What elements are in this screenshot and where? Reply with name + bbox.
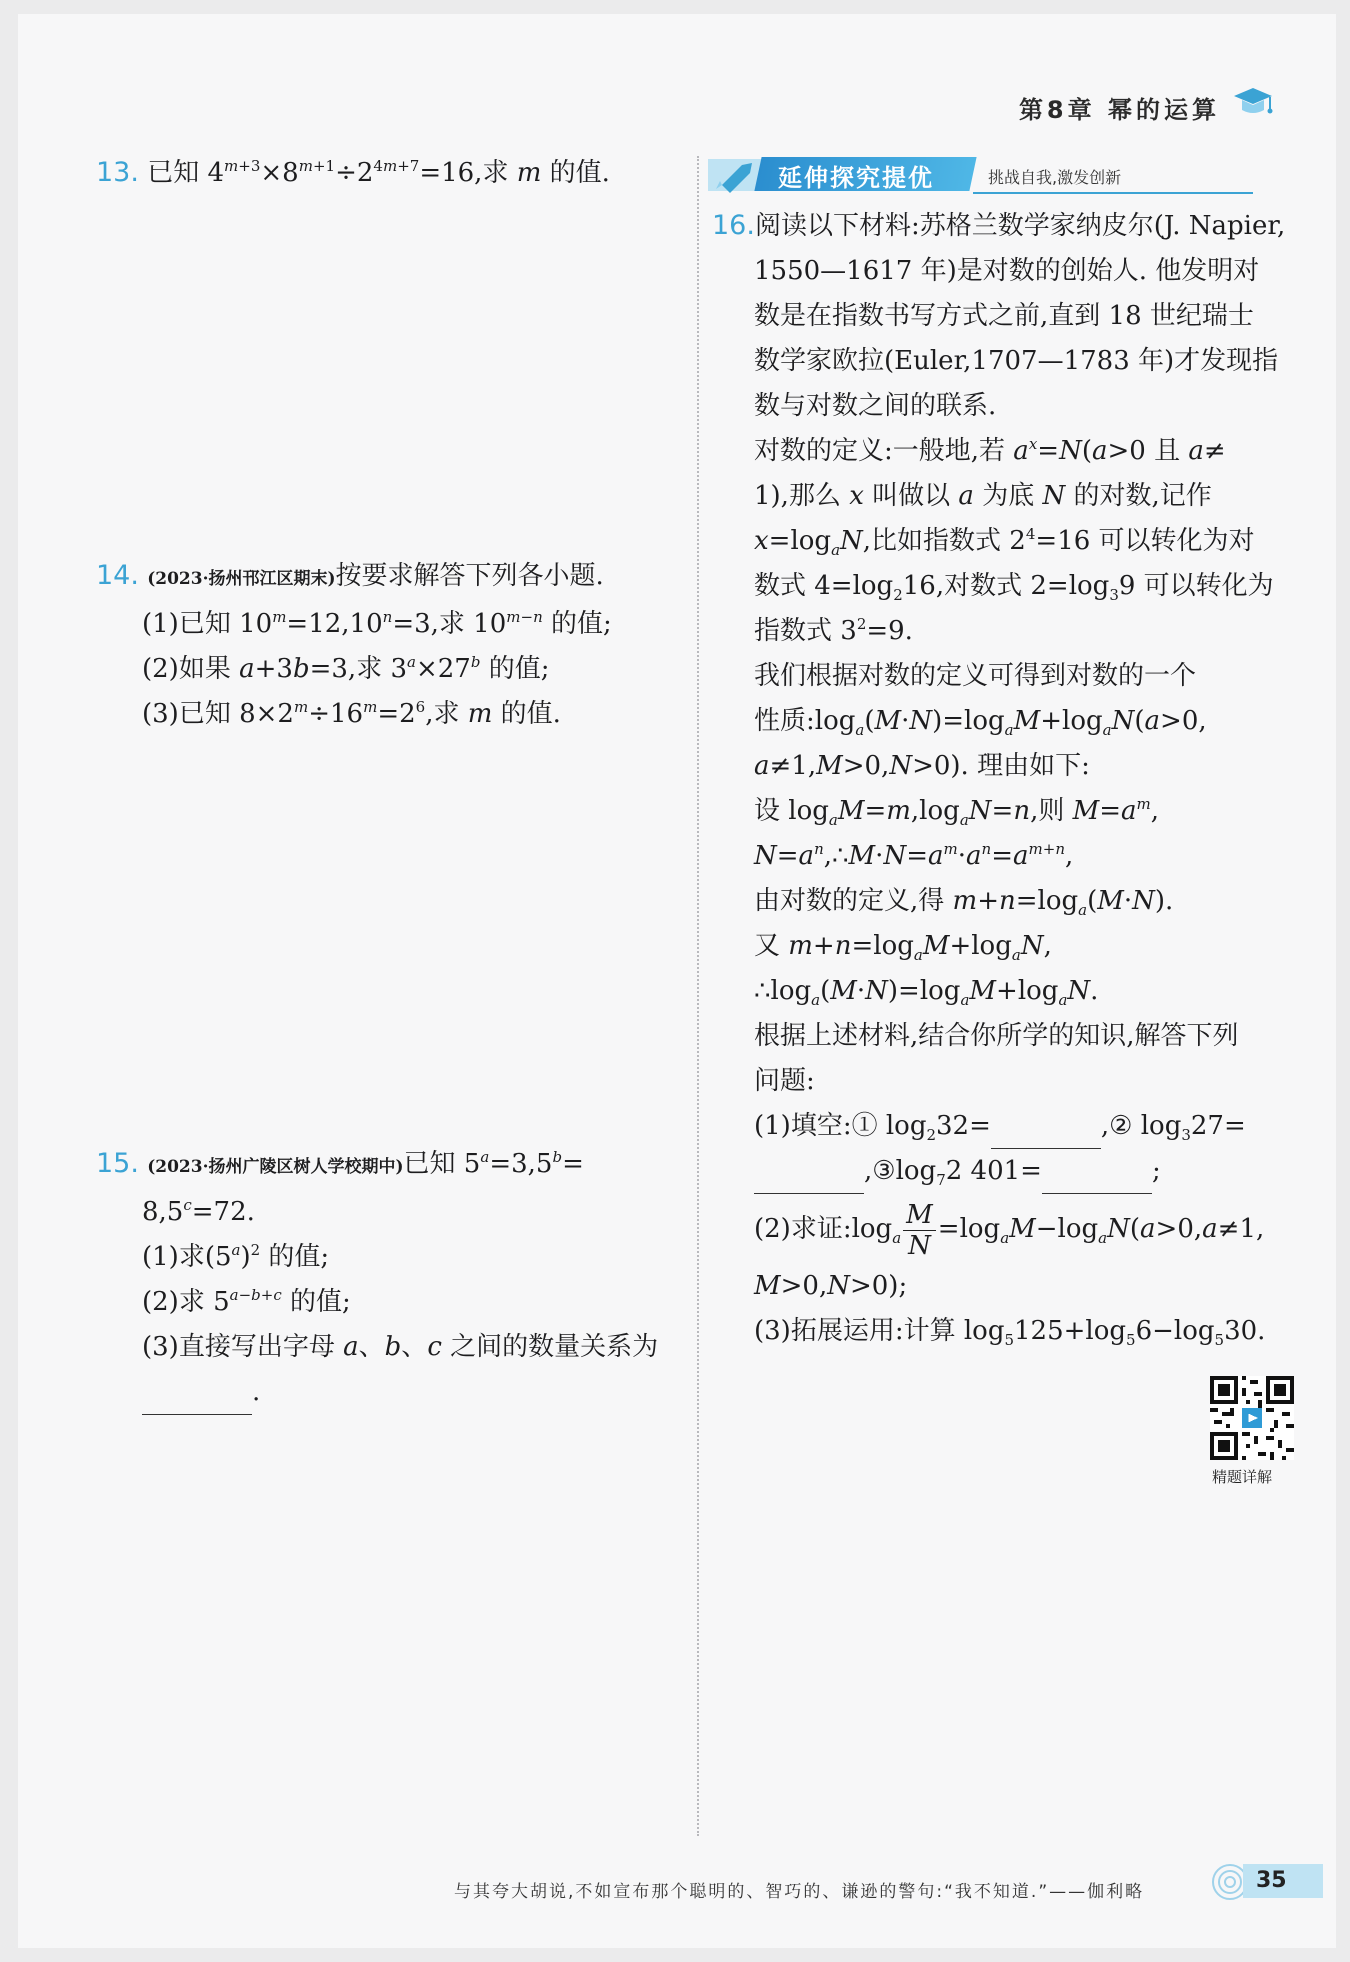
question-part-3: (3)直接写出字母 a、b、c 之间的数量关系为	[142, 1332, 659, 1362]
q16-line-15: $N=a^n,\therefore M\cdot N=a^m\cdot a^n=a^{m+n}$,	[754, 840, 1074, 871]
question-15	[96, 1141, 658, 1415]
q16-text: 阅读以下材料:苏格兰数学家纳皮尔(J. Napier,	[754, 211, 1286, 241]
answer-blank[interactable]	[754, 1163, 864, 1194]
question-16	[712, 203, 1285, 1354]
footer-quote: 与其夸大胡说,不如宣布那个聪明的、智巧的、谦逊的警句:“我不知道.”——伽利略	[454, 1882, 1145, 1902]
column-divider	[697, 156, 699, 1836]
q16-part-1-a: (1)填空:① $\log_232=$ ,② $\log_327=$	[754, 1104, 1285, 1149]
q16-part-2-b: M>0,N>0);	[754, 1271, 908, 1301]
q16-line-14: 设 $\log_aM=m,\log_aN=n$,则 $M=a^m$,	[754, 795, 1160, 829]
q16-line-3: 数是在指数书写方式之前,直到 18 世纪瑞士	[754, 301, 1254, 331]
q16-line-2: 1550—1617 年)是对数的创始人. 他发明对	[754, 256, 1260, 286]
q16-line-9: 数式 $4=\log_216$,对数式 $2=\log_39$ 可以转化为	[754, 571, 1274, 604]
page-number: 35	[1256, 1868, 1287, 1893]
q16-line-17: 又 $m+n=\log_aM+\log_aN$,	[754, 931, 1052, 964]
q16-line-8: $x=\log_aN$,比如指数式 $2^4=16$ 可以转化为对	[754, 525, 1255, 559]
answer-blank[interactable]	[142, 1384, 252, 1415]
qr-code[interactable]	[1210, 1376, 1294, 1460]
q16-line-18: $\therefore\log_a(M\cdot N)=\log_aM+\log_aN$.	[754, 976, 1099, 1009]
q16-part-1-b: $,③\log_72$ 401= ;	[754, 1149, 1285, 1194]
qr-label: 精题详解	[1212, 1468, 1273, 1486]
answer-blank[interactable]	[991, 1118, 1101, 1149]
question-part-2: (2)求 $5^{a-b+c}$ 的值;	[142, 1286, 351, 1317]
question-13	[96, 150, 610, 196]
question-part-1: (1)求$(5^a)^2$ 的值;	[142, 1241, 330, 1272]
section-subtitle: 挑战自我,激发创新	[988, 168, 1122, 187]
question-source: (2023·扬州广陵区树人学校期中)	[147, 1157, 404, 1177]
q16-line-12: 性质$:\log_a(M\cdot N)=\log_aM+\log_aN(a>0$,	[754, 706, 1207, 739]
section-title: 延伸探究提优	[778, 164, 934, 192]
graduation-cap-icon	[1230, 82, 1276, 122]
question-number: 13.	[96, 157, 139, 188]
q16-line-13: a≠1,M>0,N>0). 理由如下:	[754, 751, 1090, 781]
question-part-1: (1)已知 $10^m=12,10^n=3$,求 $10^{m-n}$ 的值;	[142, 608, 612, 639]
question-14	[96, 553, 612, 737]
q16-line-5: 数与对数之间的联系.	[754, 391, 997, 421]
q16-line-6: 对数的定义:一般地,若 $a^x=N(a>0$ 且 a≠	[754, 435, 1226, 466]
question-part-2: (2)如果 a+3b=3,求 $3^a\times 27^b$ 的值;	[142, 653, 550, 684]
answer-blank-line: .	[96, 1370, 658, 1415]
q16-line-16: 由对数的定义,得 $m+n=\log_a(M\cdot N)$.	[754, 886, 1174, 919]
question-number: 15.	[96, 1148, 139, 1179]
q16-line-4: 数学家欧拉(Euler,1707—1783 年)才发现指	[754, 346, 1279, 376]
q16-part-3: (3)拓展运用:计算 $\log_5125+\log_56-\log_530$.	[754, 1316, 1266, 1349]
question-source: (2023·扬州邗江区期末)	[147, 569, 336, 589]
q16-part-2: (2)求证$:\log_a$ $\frac{M}{N}$ $=\log_aM-\log_aN(a>0,a\ne 1$,	[754, 1199, 1265, 1261]
question-intro: 按要求解答下列各小题.	[335, 561, 604, 591]
question-intro-b: 8,5$^c$=72.	[142, 1196, 255, 1227]
q16-line-20: 问题:	[754, 1066, 815, 1096]
banner-underline	[973, 192, 1253, 194]
question-text: 已知 $4^{m+3}\times 8^{m+1}\div 2^{4m+7}=16$,求 m 的值.	[147, 157, 610, 188]
q16-line-11: 我们根据对数的定义可得到对数的一个	[754, 661, 1197, 691]
question-intro-a: 已知 $5^a=3,5^b=$	[403, 1148, 584, 1179]
q16-line-10: 指数式 $3^2=9$.	[754, 615, 913, 646]
section-banner	[708, 155, 1253, 195]
q16-line-19: 根据上述材料,结合你所学的知识,解答下列	[754, 1021, 1239, 1051]
answer-blank[interactable]	[1042, 1163, 1152, 1194]
question-number: 14.	[96, 560, 139, 591]
chapter-title: 第8章 幂的运算	[1018, 96, 1220, 124]
question-number: 16.	[712, 210, 755, 241]
q16-line-1	[712, 203, 1285, 249]
question-part-3: (3)已知 $8\times 2^m\div 16^m=2^6$,求 m 的值.	[142, 698, 561, 729]
q16-line-7: 1),那么 x 叫做以 a 为底 N 的对数,记作	[754, 481, 1212, 511]
fraction-m-over-n: $\frac{M}{N}$	[903, 1200, 936, 1261]
